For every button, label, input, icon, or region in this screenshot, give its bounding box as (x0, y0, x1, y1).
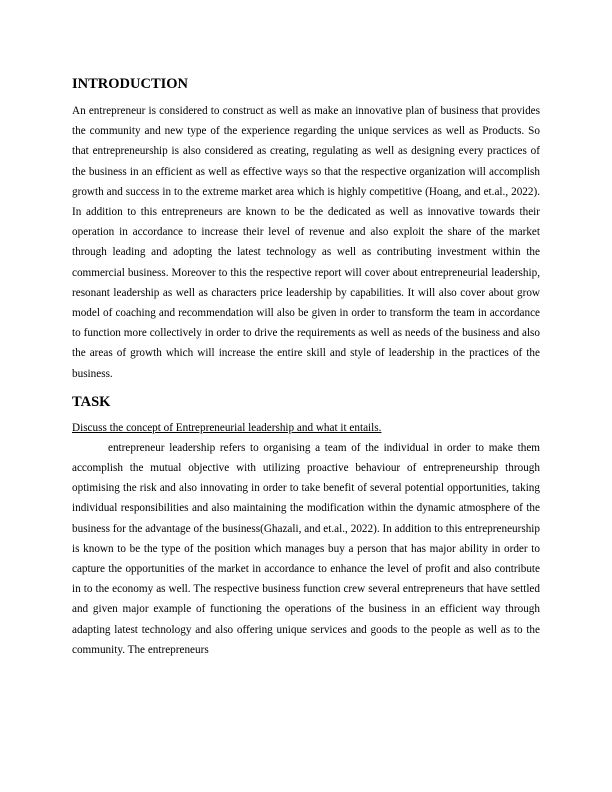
document-page (72, 74, 540, 660)
introduction-heading: INTRODUCTION (72, 76, 189, 92)
task-heading: TASK (72, 393, 111, 410)
task-question: Discuss the concept of Entrepreneurial leadership and what it entails. (72, 421, 382, 434)
task-paragraph: entrepreneur leadership refers to organising a team of the individual in order to make them accomplish the mutual objective with utilizing proactive behaviour of entrepreneurship through optimising the risk and also innovating in order to take benefit of several potential opportunities, taking individual responsibilities and also maintaining the modification within the dynamic atmosphere of the business for the advantage of the business(Ghazali, and et.al., 2022). In addition to this entrepreneurship is known to be the type of the position which manages buy a person that has major ability in order to capture the opportunities of the market in accordance to enhance the level of profit and also contribute in to the economy as well. The respective business function crew several entrepreneurs that have settled and given major example of functioning the operations of the business in an efficient way through adapting latest technology and also offering unique services and goods to the people as well as to the community. The entrepreneurs (72, 441, 540, 656)
introduction-paragraph: An entrepreneur is considered to construct as well as make an innovative plan of business that provides the community and new type of the experience regarding the unique services as well as Products. So that entrepreneurship is also considered as creating, regulating as well as designing every practices of the business in an efficient as well as effective ways so that the respective organization will accomplish growth and success in to the extreme market area which is highly competitive (Hoang, and et.al., 2022). In addition to this entrepreneurs are known to be the dedicated as well as innovative towards their operation in accordance to increase their level of revenue and also exploit the share of the market through leading and adopting the latest technology as well as contributing investment within the commercial business. Moreover to this the respective report will cover about entrepreneurial leadership, resonant leadership as well as characters price leadership by capabilities. It will also cover about grow model of coaching and recommendation will also be given in order to transform the team in accordance to function more collectively in order to drive the requirements as well as needs of the business and also the areas of growth which will increase the entire skill and style of leadership in the practices of the business. (72, 105, 540, 380)
